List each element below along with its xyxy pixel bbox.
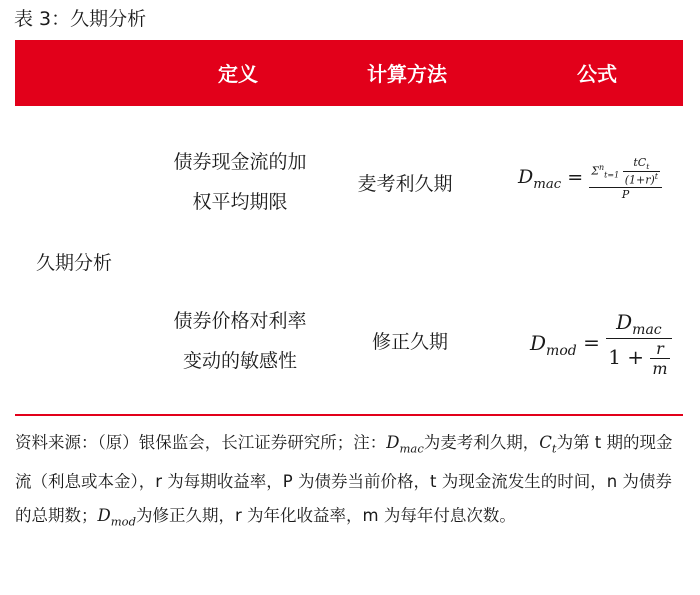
row1-formula: $D_{mac}$ = $\Sigma^n_{t=1}$ $\frac{tC_t}{(1+r)^t}$ P: [518, 156, 662, 201]
table-caption: 表 3：久期分析: [14, 8, 147, 30]
table-notes: 资料来源：（原）银保监会，长江证券研究所；注：$D_{mac}$为麦考利久期，$C_t$为第 t 期的现金流（利息或本金），r 为每期收益率，P 为债券当前价格，t 为现金流发生的时间，n 为债券的总期数；$D_{mod}$为修正久期，r 为年化收益率，m 为每年付息次数。: [15, 433, 673, 529]
notes-ct: 为第 t 期的现金流（利息或本金），r 为每期收益率，P 为债券当前价格，t 为现金流发生的时间，n 为债券的总期数；: [15, 433, 673, 526]
header-formula: 公式: [577, 62, 617, 86]
notes-dmac: 为麦考利久期，: [423, 433, 540, 452]
category-cell: 久期分析: [36, 252, 113, 274]
table-bottom-rule: [15, 414, 683, 416]
row2-definition: [140, 301, 340, 381]
row1-definition: [140, 142, 340, 222]
row1-definition-line1: 债券现金流的加: [173, 151, 307, 173]
notes-source: 资料来源：（原）银保监会，长江证券研究所；注：: [15, 433, 387, 452]
notes-dmod: 为修正久期，r 为年化收益率，m 为每年付息次数。: [136, 506, 516, 526]
header-definition: 定义: [218, 62, 258, 86]
row2-method: 修正久期: [371, 331, 448, 353]
row2-formula: $D_{mod}$ = $D_{mac}$ 1 + $\frac{r}{m}$: [530, 310, 672, 378]
table-header: [15, 40, 683, 106]
row1-method: 麦考利久期: [357, 173, 453, 195]
row2-definition-line2: 变动的敏感性: [182, 350, 297, 372]
header-method: 计算方法: [367, 62, 447, 86]
row1-definition-line2: 权平均期限: [192, 191, 288, 213]
row2-definition-line1: 债券价格对利率: [173, 310, 307, 332]
